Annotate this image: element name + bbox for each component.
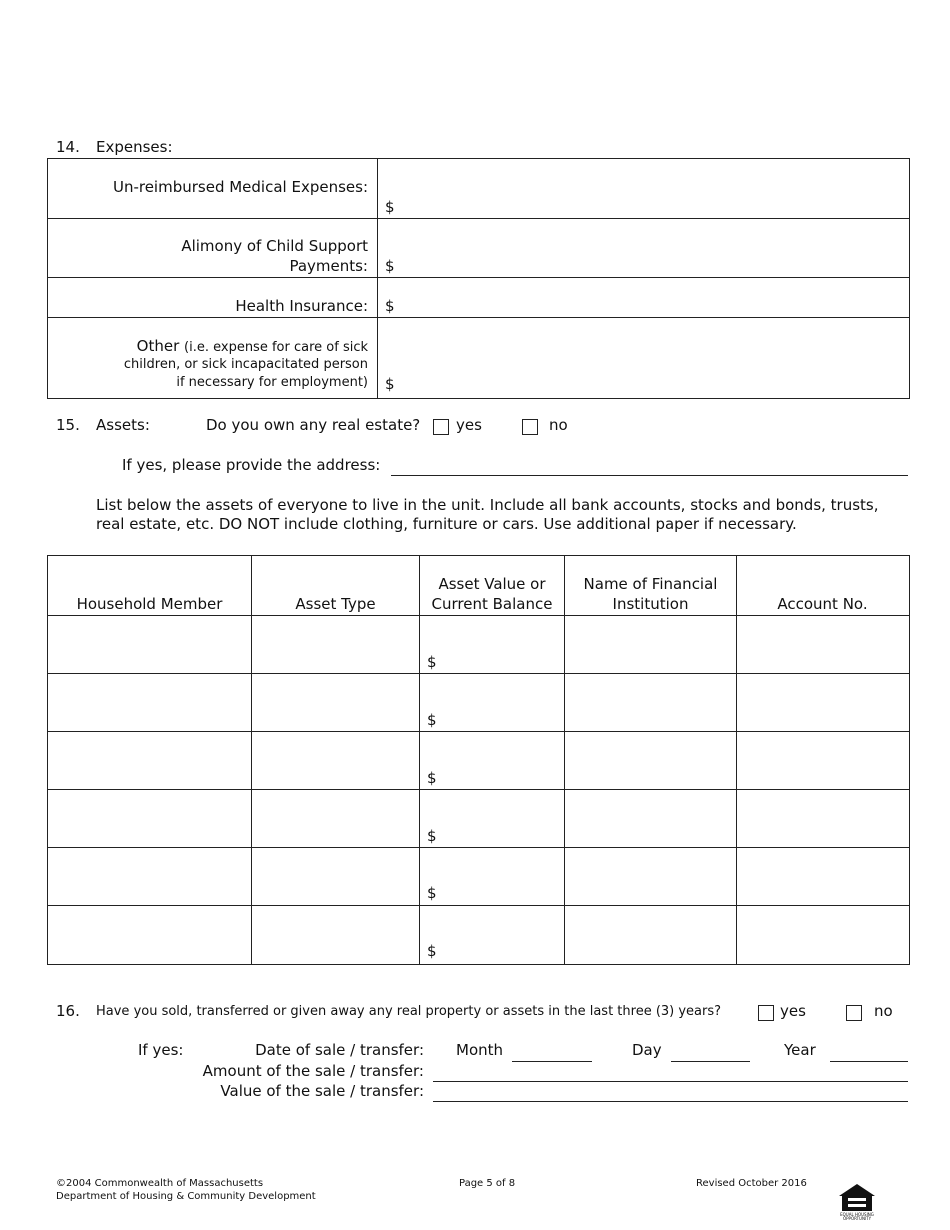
other-expense-field[interactable] <box>400 325 900 391</box>
other-label-main: Other <box>136 337 180 355</box>
health-insurance-field[interactable] <box>400 282 900 314</box>
if-yes-label: If yes: <box>138 1041 184 1059</box>
header-institution-line2: Institution <box>612 595 689 613</box>
day-label: Day <box>632 1041 662 1059</box>
year-label: Year <box>784 1041 816 1059</box>
transfer-yes-checkbox[interactable] <box>758 1005 774 1021</box>
month-field[interactable] <box>512 1061 592 1062</box>
header-asset-type: Asset Type <box>295 595 376 613</box>
real-estate-question: Do you own any real estate? <box>206 416 421 434</box>
health-insurance-label: Health Insurance: <box>235 297 368 315</box>
asset-row-6-currency: $ <box>427 942 437 960</box>
section-14-title: Expenses: <box>96 138 173 156</box>
header-account-no: Account No. <box>777 595 868 613</box>
equal-housing-icon <box>836 1182 878 1222</box>
transfer-no-checkbox[interactable] <box>846 1005 862 1021</box>
other-label-note1: (i.e. expense for care of sick <box>184 340 368 355</box>
address-prompt: If yes, please provide the address: <box>122 456 381 474</box>
health-insurance-currency: $ <box>385 297 395 315</box>
transfer-question: Have you sold, transferred or given away any real property or assets in the last three (3) years? <box>96 1004 722 1019</box>
alimony-label-line1: Alimony of Child Support <box>181 237 368 255</box>
transfer-yes-label: yes <box>780 1002 806 1020</box>
asset-row-1-currency: $ <box>427 653 437 671</box>
year-field[interactable] <box>830 1061 908 1062</box>
amount-of-sale-field[interactable] <box>433 1081 908 1082</box>
asset-row-2-currency: $ <box>427 711 437 729</box>
real-estate-no-label: no <box>549 416 568 434</box>
assets-instructions-line1: List below the assets of everyone to live in the unit. Include all bank accounts, stocks and bonds, trusts, <box>96 496 879 514</box>
medical-expenses-currency: $ <box>385 198 395 216</box>
assets-instructions-line2: real estate, etc. DO NOT include clothing, furniture or cars. Use additional paper if necessary. <box>96 515 797 533</box>
other-label-note3: if necessary for employment) <box>176 375 368 390</box>
value-of-sale-label: Value of the sale / transfer: <box>220 1082 424 1100</box>
footer-page-number: Page 5 of 8 <box>459 1178 516 1189</box>
date-of-sale-label: Date of sale / transfer: <box>255 1041 424 1059</box>
value-of-sale-field[interactable] <box>433 1101 908 1102</box>
alimony-label-line2: Payments: <box>289 257 368 275</box>
medical-expenses-label: Un-reimbursed Medical Expenses: <box>112 178 368 196</box>
section-14-number: 14. <box>56 138 80 156</box>
real-estate-no-checkbox[interactable] <box>522 419 538 435</box>
asset-row-5-currency: $ <box>427 884 437 902</box>
other-expense-currency: $ <box>385 375 395 393</box>
other-expense-label <box>137 337 368 355</box>
section-15-number: 15. <box>56 416 80 434</box>
footer-copyright: ©2004 Commonwealth of Massachusetts <box>56 1178 264 1189</box>
transfer-no-label: no <box>874 1002 893 1020</box>
header-asset-value-line2: Current Balance <box>431 595 553 613</box>
header-asset-value-line1: Asset Value or <box>438 575 546 593</box>
section-15-title: Assets: <box>96 416 150 434</box>
address-field[interactable] <box>391 475 908 476</box>
day-field[interactable] <box>671 1061 750 1062</box>
alimony-field[interactable] <box>400 230 900 274</box>
asset-row-4-currency: $ <box>427 827 437 845</box>
real-estate-yes-label: yes <box>456 416 482 434</box>
footer-revised: Revised October 2016 <box>696 1178 807 1189</box>
amount-of-sale-label: Amount of the sale / transfer: <box>202 1062 424 1080</box>
real-estate-yes-checkbox[interactable] <box>433 419 449 435</box>
medical-expenses-field[interactable] <box>400 170 900 214</box>
asset-row-3-currency: $ <box>427 769 437 787</box>
header-household-member: Household Member <box>76 595 223 613</box>
equal-housing-text: EQUAL HOUSING OPPORTUNITY <box>840 1212 874 1221</box>
header-institution-line1: Name of Financial <box>583 575 718 593</box>
other-label-note2: children, or sick incapacitated person <box>123 357 368 372</box>
footer-department: Department of Housing & Community Development <box>56 1191 316 1202</box>
alimony-currency: $ <box>385 257 395 275</box>
month-label: Month <box>456 1041 504 1059</box>
section-16-number: 16. <box>56 1002 80 1020</box>
